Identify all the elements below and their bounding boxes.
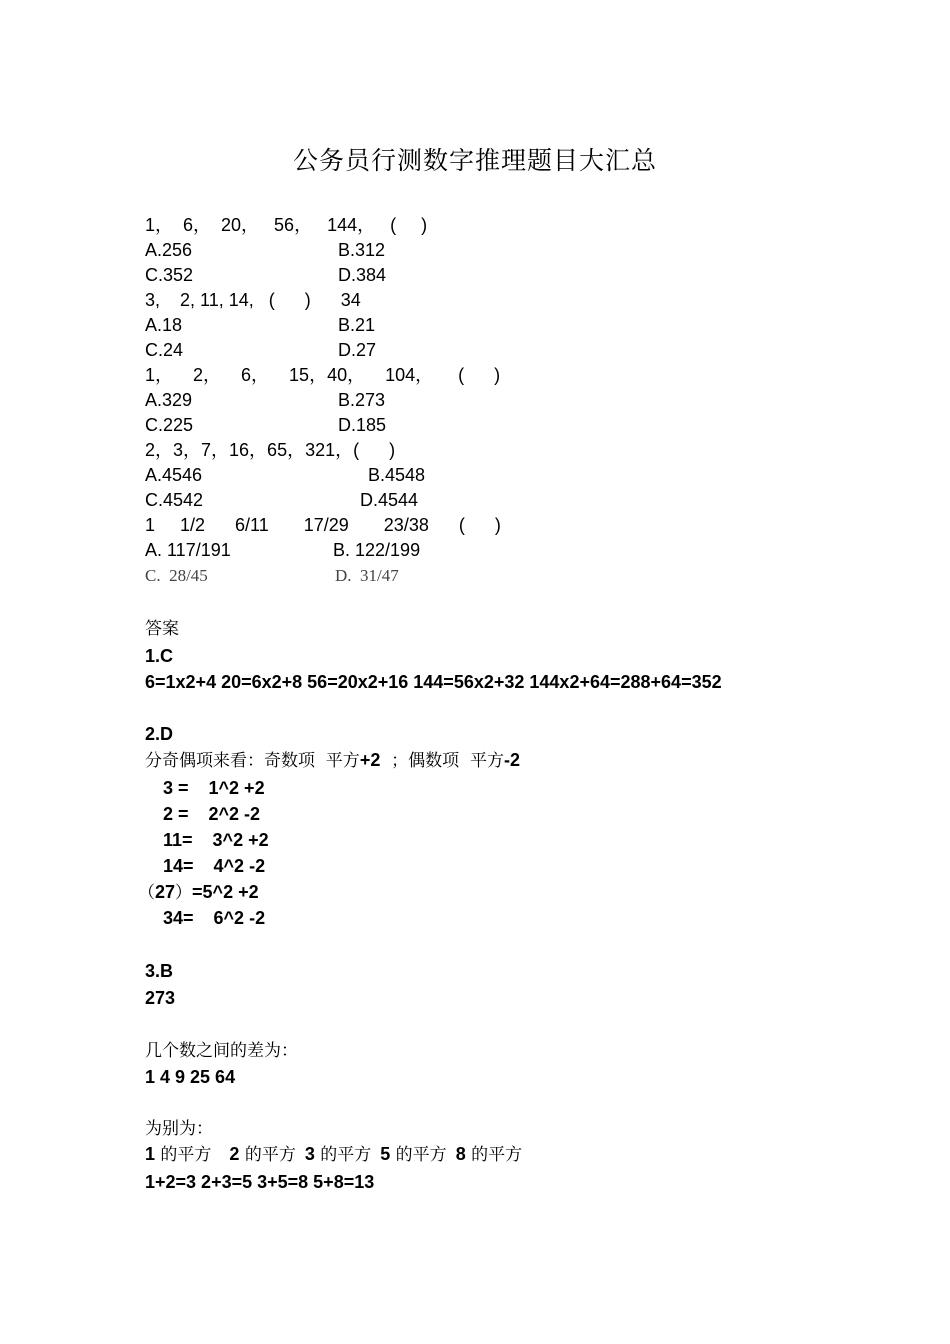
answer-2-label: 2.D xyxy=(145,724,174,744)
answer-2-line: （27）=5^2 +2 xyxy=(138,882,259,903)
answer-2-line: 34= 6^2 -2 xyxy=(163,908,266,928)
question-4-stem: 2，3，7，16，65，321，( ) xyxy=(145,440,396,460)
question-5-option-b: B. 122/199 xyxy=(333,540,421,560)
page-title: 公务员行测数字推理题目大汇总 xyxy=(292,146,657,175)
question-1-option-d: D.384 xyxy=(338,265,387,285)
answer-2-line: 11= 3^2 +2 xyxy=(163,830,269,850)
question-5-option-c: C. 28/45 xyxy=(145,566,208,585)
question-3-option-c: C.225 xyxy=(145,415,194,435)
question-5-option-a: A. 117/191 xyxy=(145,540,231,560)
answer-2-line: 3 = 1^2 +2 xyxy=(163,778,265,798)
answer-3-diff-label: 几个数之间的差为： xyxy=(145,1041,298,1061)
question-4-option-b: B.4548 xyxy=(368,465,426,485)
answer-3-sums: 1+2=3 2+3=5 3+5=8 5+8=13 xyxy=(145,1172,375,1192)
question-1-option-b: B.312 xyxy=(338,240,386,260)
question-2-option-c: C.24 xyxy=(145,340,184,360)
question-2-option-a: A.18 xyxy=(145,315,183,335)
question-1-option-a: A.256 xyxy=(145,240,193,260)
question-1-stem: 1， 6， 20， 56， 144， ( ) xyxy=(145,215,428,235)
question-2-option-b: B.21 xyxy=(338,315,376,335)
question-4-option-c: C.4542 xyxy=(145,490,204,510)
answer-2-description: 分奇偶项来看：奇数项 平方+2 ；偶数项 平方-2 xyxy=(145,750,520,771)
question-1-option-c: C.352 xyxy=(145,265,194,285)
question-4-option-d: D.4544 xyxy=(360,490,419,510)
question-2-stem: 3, 2, 11, 14, ( ) 34 xyxy=(145,290,361,310)
answer-1-label: 1.C xyxy=(145,646,174,666)
answer-3-label: 3.B xyxy=(145,961,174,981)
question-5-option-d: D. 31/47 xyxy=(335,566,399,585)
question-3-stem: 1， 2， 6， 15，40， 104， ( ) xyxy=(145,365,501,385)
question-3-option-b: B.273 xyxy=(338,390,386,410)
question-5-stem: 1 1/2 6/11 17/29 23/38 ( ) xyxy=(145,515,501,535)
answer-3-squares: 1 的平方 2 的平方 3 的平方 5 的平方 8 的平方 xyxy=(145,1144,523,1165)
question-3-option-d: D.185 xyxy=(338,415,387,435)
answer-1-explanation: 6=1x2+4 20=6x2+8 56=20x2+16 144=56x2+32 144x2+64=288+64=352 xyxy=(145,672,722,692)
question-4-option-a: A.4546 xyxy=(145,465,203,485)
answer-3-sep-label: 为别为： xyxy=(145,1119,213,1139)
answer-2-line: 2 = 2^2 -2 xyxy=(163,804,261,824)
answers-heading: 答案 xyxy=(145,619,179,639)
question-3-option-a: A.329 xyxy=(145,390,193,410)
question-2-option-d: D.27 xyxy=(338,340,377,360)
answer-3-value: 273 xyxy=(145,988,176,1008)
answer-3-diffs: 1 4 9 25 64 xyxy=(145,1067,236,1087)
answer-2-line: 14= 4^2 -2 xyxy=(163,856,266,876)
